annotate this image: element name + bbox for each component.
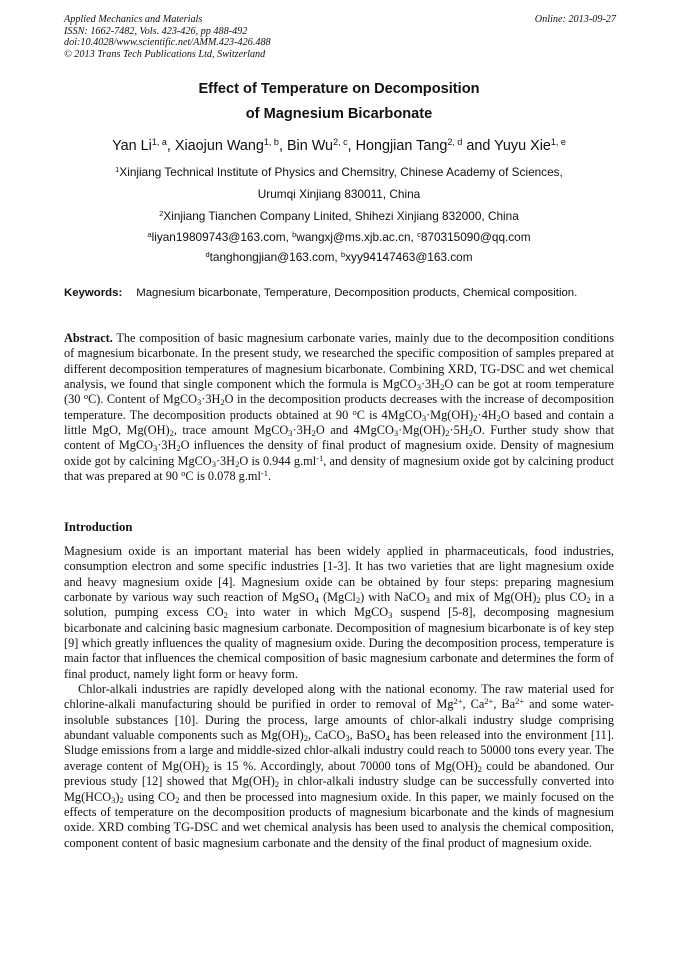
introduction-heading: Introduction — [64, 520, 133, 534]
author-list — [0, 138, 678, 154]
author-mark: 2, c — [333, 137, 348, 147]
author-separator: , — [166, 138, 175, 154]
author-mark: 1, b — [263, 137, 279, 147]
abstract-label: Abstract. — [64, 331, 113, 345]
email-a[interactable]: liyan19809743@163.com, — [151, 230, 293, 244]
author-separator: , — [347, 138, 356, 154]
author-separator: and — [462, 138, 495, 154]
email-c[interactable]: 870315090@qq.com — [420, 230, 531, 244]
author-name: Yan Li — [112, 138, 152, 154]
abstract: Abstract. The composition of basic magnesium carbonate varies, mainly due to the decomposition conditions of magnesium bicarbonate. In the present study, we researched the specific composition of samples prepared at different decomposition temperatures of magnesium bicarbonate. Combining XRD, TG-DSC and wet chemical analysis, we found that single component which the formula is $MgCO_3\cdot 3H_2O$ can be got at room temperature (30 $^o$C). Content of $MgCO_3\cdot 3H_2O$ in the decomposition products decreases with the increase of decomposition temperature. The decomposition products obtained at 90 $^o$C is $4MgCO_3\cdot Mg(OH)_2\cdot 4H_2O$ based and contain a little MgO, $Mg(OH)_2$, trace amount $MgCO_3\cdot 3H_2O$ and $4MgCO_3\cdot Mg(OH)_2\cdot 5H_2O$. Further study show that content of $MgCO_3\cdot 3H_2O$ influences the density of final product of magnesium oxide. Density of magnesium oxide got by calcining $MgCO_3\cdot 3H_2O$ is 0.944 $g.ml^{-1}$, and density of magnesium oxide got by calcining product that was prepared at 90 $^o$C is 0.078 $g.ml^{-1}$. — [64, 331, 615, 484]
email-e[interactable]: xyy94147463@163.com — [345, 250, 473, 264]
paper-title-line-1: Effect of Temperature on Decomposition — [198, 81, 480, 97]
copyright-line: © 2013 Trans Tech Publications Ltd, Switzerland — [64, 48, 266, 60]
author-name: Hongjian Tang — [355, 138, 448, 154]
paper-title-line-2: of Magnesium Bicarbonate — [245, 106, 433, 122]
affiliation-1-line-2: Urumqi Xinjiang 830011, China — [257, 187, 421, 201]
introduction-paragraph-2: Chlor-alkali industries are rapidly developed along with the national economy. The raw material used for chlorine-alkali manufacturing should be purified in order to removal of $Mg^{2+}$, $Ca^{2+}$, $Ba^{2+}$ and some water-insoluble substances [10]. During the process, large amounts of chlor-alkali industry sludge comprising abundant valuable components such as $Mg(OH)_2$, CaCO$_3$, BaSO$_4$ has been released into the environment [11]. Sludge emissions from a large and middle-sized chlor-alkali industry could reach to 50000 tons every year. The average content of $Mg(OH)_2$ is 15 %. Accordingly, about 70000 tons of $Mg(OH)_2$ could be abandoned. Our previous study [12] showed that $Mg(OH)_2$ in chlor-alkali industry sludge can be successfully converted into $Mg(HCO_3)_2$ using $CO_2$ and then be processed into magnesium oxide. In this paper, we mainly focused on the effects of temperature on the decomposition products of magnesium bicarbonate and the kinds of magnesium oxide. XRD combing TG-DSC and wet chemical analysis has been used to analysis the chemical composition, component content of basic magnesium carbonate and the density of the final product of magnesium oxide. — [64, 682, 615, 850]
issn-line: ISSN: 1662-7482, Vols. 423-426, pp 488-492 — [64, 25, 248, 37]
author-name: Xiaojun Wang — [174, 138, 264, 154]
keywords-text: Magnesium bicarbonate, Temperature, Decomposition products, Chemical composition. — [136, 287, 578, 299]
author-name: Bin Wu — [286, 138, 334, 154]
author-separator: , — [278, 138, 287, 154]
email-d[interactable]: tanghongjian@163.com, — [209, 250, 341, 264]
author-name: Yuyu Xie — [494, 138, 551, 154]
author-mark: 1, e — [550, 137, 566, 147]
introduction-body — [64, 544, 614, 851]
doi-line: doi:10.4028/www.scientific.net/AMM.423-426.488 — [64, 37, 271, 49]
author-mark: 2, d — [447, 137, 463, 147]
keywords — [64, 287, 614, 300]
online-date: Online: 2013-09-27 — [534, 14, 616, 25]
journal-name: Applied Mechanics and Materials — [64, 14, 203, 25]
email-line-1: $^a$liyan19809743@163.com, $^b$wangxj@ms.xjb.ac.cn, $^c$870315090@qq.com — [147, 230, 531, 244]
keywords-label: Keywords: — [64, 287, 123, 299]
affiliation-2: $^2$Xinjiang Tianchen Company Linited, Shihezi Xinjiang 832000, China — [159, 209, 519, 223]
affiliation-1-line-1: $^1$Xinjiang Technical Institute of Physics and Chemsitry, Chinese Academy of Sciences, — [115, 165, 563, 179]
email-b[interactable]: wangxj@ms.xjb.ac.cn, — [296, 230, 418, 244]
email-line-2: $^d$tanghongjian@163.com, $^b$xyy94147463@163.com — [205, 250, 473, 264]
introduction-paragraph-1: Magnesium oxide is an important material has been widely applied in pharmaceuticals, food industries, consumption electron and some specific industries [1-3]. It has two varieties that are light magnesium oxide and heavy magnesium oxide [4]. Magnesium oxide can be obtained by four steps: preparing magnesium carbonate by various way such reaction of MgSO$_4$ (MgCl$_2$) with NaCO$_3$ and mix of $Mg(OH)_2$ plus $CO_2$ in a solution, pumping excess $CO_2$ into water in which MgCO$_3$ suspend [5-8], decomposing magnesium bicarbonate and calcining basic magnesium carbonate. Decomposition of magnesium bicarbonate is of key step [9] which greatly influences the quality of magnesium oxide. During the decomposition process, temperature is main factor that influences the chemical composition of basic magnesium carbonate and determines the form of final product, namely light form or heavy form. — [64, 544, 615, 681]
author-mark: 1, a — [151, 137, 167, 147]
journal-header — [64, 14, 616, 60]
